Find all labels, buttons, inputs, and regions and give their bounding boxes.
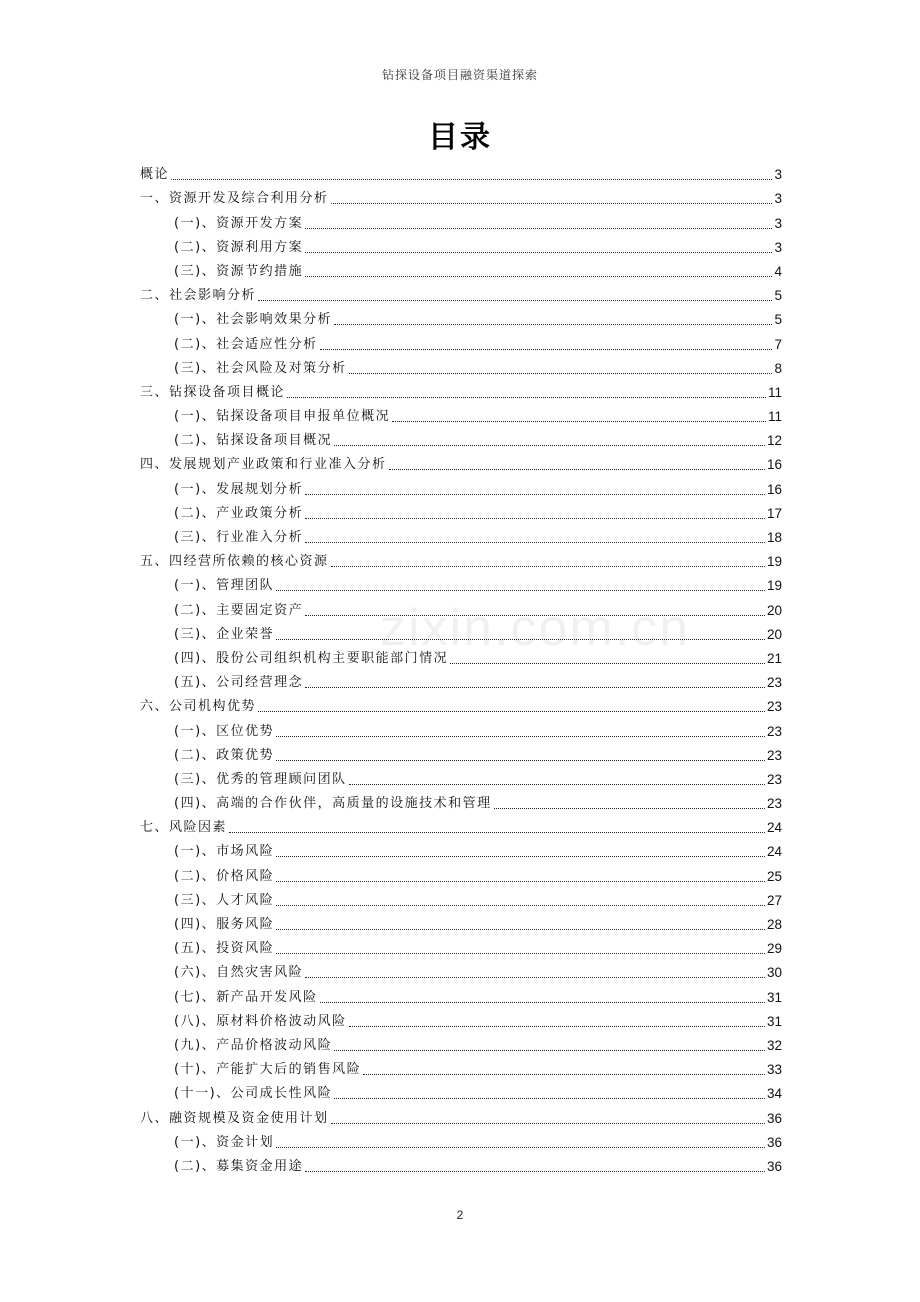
toc-entry[interactable] <box>140 524 782 548</box>
toc-dot-leader <box>276 638 765 640</box>
toc-entry-text: (十一)、公司成长性风险 <box>174 1086 333 1102</box>
toc-entry[interactable] <box>140 742 782 766</box>
toc-dot-leader <box>349 783 765 785</box>
toc-dot-leader <box>258 299 772 301</box>
toc-entry-text: 三、钻探设备项目概论 <box>140 384 286 400</box>
toc-entry[interactable] <box>140 645 782 669</box>
toc-entry-page: 3 <box>774 167 782 183</box>
toc-dot-leader <box>229 831 765 833</box>
toc-entry[interactable] <box>140 475 782 499</box>
toc-entry-text: (四)、高端的合作伙伴，高质量的设施技术和管理 <box>174 796 492 812</box>
toc-entry-page: 3 <box>774 191 782 207</box>
table-of-contents <box>140 161 782 1177</box>
toc-entry-text: 四、发展规划产业政策和行业准入分析 <box>140 457 387 473</box>
toc-entry[interactable] <box>140 887 782 911</box>
toc-dot-leader <box>287 396 766 398</box>
toc-entry-page: 23 <box>766 675 782 691</box>
toc-dot-leader <box>171 178 772 180</box>
toc-dot-leader <box>392 420 766 422</box>
toc-entry-page: 4 <box>774 263 782 279</box>
toc-dot-leader <box>276 952 765 954</box>
toc-dot-leader <box>331 202 773 204</box>
toc-dot-leader <box>305 251 772 253</box>
toc-entry-page: 36 <box>766 1110 782 1126</box>
toc-dot-leader <box>276 735 765 737</box>
watermark: zixin.com.cn <box>380 599 691 657</box>
toc-entry[interactable] <box>140 983 782 1007</box>
toc-dot-leader <box>331 565 765 567</box>
toc-entry[interactable] <box>140 1104 782 1128</box>
toc-dot-leader <box>331 1122 765 1124</box>
toc-entry[interactable] <box>140 814 782 838</box>
toc-entry[interactable] <box>140 693 782 717</box>
toc-entry[interactable] <box>140 766 782 790</box>
toc-entry-text: (三)、社会风险及对策分析 <box>174 360 347 376</box>
toc-entry-page: 31 <box>766 1013 782 1029</box>
toc-entry-page: 20 <box>766 626 782 642</box>
toc-entry[interactable] <box>140 403 782 427</box>
toc-entry[interactable] <box>140 185 782 209</box>
toc-dot-leader <box>320 348 773 350</box>
toc-entry-text: (一)、钻探设备项目申报单位概况 <box>174 409 391 425</box>
toc-entry-text: (三)、行业准入分析 <box>174 530 304 545</box>
toc-entry[interactable] <box>140 838 782 862</box>
toc-entry-text: (一)、社会影响效果分析 <box>174 312 333 328</box>
toc-dot-leader <box>334 444 765 446</box>
toc-title: 目录 <box>428 120 492 155</box>
toc-dot-leader <box>305 275 772 277</box>
toc-dot-leader <box>450 662 765 664</box>
toc-entry-page: 31 <box>766 989 782 1005</box>
toc-entry[interactable] <box>140 548 782 572</box>
toc-entry-text: (三)、人才风险 <box>174 892 275 908</box>
toc-dot-leader <box>305 686 765 688</box>
toc-entry-text: (二)、政策优势 <box>174 747 275 763</box>
toc-entry-page: 18 <box>766 530 782 545</box>
toc-dot-leader <box>305 517 765 519</box>
toc-entry-text: (二)、资源利用方案 <box>174 239 304 255</box>
toc-entry[interactable] <box>140 596 782 620</box>
toc-entry[interactable] <box>140 282 782 306</box>
toc-entry-text: 概论 <box>140 167 170 183</box>
toc-entry-page: 23 <box>766 796 782 812</box>
toc-entry-page: 24 <box>766 820 782 836</box>
toc-entry-text: 五、四经营所依赖的核心资源 <box>140 554 329 570</box>
toc-entry-text: (二)、主要固定资产 <box>174 602 304 618</box>
toc-dot-leader <box>305 493 765 495</box>
toc-entry[interactable] <box>140 355 782 379</box>
toc-dot-leader <box>276 1146 765 1148</box>
toc-entry-page: 33 <box>766 1062 782 1078</box>
toc-entry-text: (一)、管理团队 <box>174 578 275 594</box>
toc-entry-page: 11 <box>767 409 782 425</box>
toc-entry[interactable] <box>140 258 782 282</box>
toc-entry-page: 24 <box>766 844 782 860</box>
toc-entry-page: 16 <box>766 481 782 497</box>
toc-entry-text: 八、融资规模及资金使用计划 <box>140 1110 329 1126</box>
toc-entry-page: 25 <box>766 868 782 884</box>
toc-entry-page: 32 <box>766 1037 782 1053</box>
toc-entry-text: 六、公司机构优势 <box>140 699 257 715</box>
toc-dot-leader <box>276 880 765 882</box>
toc-entry[interactable] <box>140 209 782 233</box>
toc-entry[interactable] <box>140 717 782 741</box>
toc-entry[interactable] <box>140 1153 782 1177</box>
toc-entry[interactable] <box>140 1129 782 1153</box>
toc-entry[interactable] <box>140 427 782 451</box>
toc-entry-text: (二)、产业政策分析 <box>174 505 304 521</box>
toc-entry[interactable] <box>140 911 782 935</box>
toc-entry-text: (三)、优秀的管理顾问团队 <box>174 771 347 787</box>
toc-dot-leader <box>494 807 765 809</box>
toc-entry[interactable] <box>140 379 782 403</box>
toc-entry[interactable] <box>140 330 782 354</box>
toc-dot-leader <box>276 759 765 761</box>
toc-entry[interactable] <box>140 572 782 596</box>
toc-entry-text: (一)、资源开发方案 <box>174 215 304 231</box>
toc-dot-leader <box>389 468 765 470</box>
toc-dot-leader <box>334 1097 765 1099</box>
toc-entry[interactable] <box>140 621 782 645</box>
toc-entry-page: 12 <box>766 433 782 449</box>
toc-entry-text: (二)、价格风险 <box>174 868 275 884</box>
toc-dot-leader <box>276 855 765 857</box>
toc-entry-page: 3 <box>774 239 782 255</box>
toc-dot-leader <box>349 372 773 374</box>
toc-entry-page: 20 <box>766 602 782 618</box>
toc-entry-page: 28 <box>766 917 782 932</box>
toc-entry-text: (十)、产能扩大后的销售风险 <box>174 1062 362 1078</box>
toc-entry[interactable] <box>140 1008 782 1032</box>
toc-entry[interactable] <box>140 500 782 524</box>
toc-entry-page: 23 <box>766 699 782 715</box>
toc-entry-page: 16 <box>766 457 782 473</box>
toc-entry-text: (五)、投资风险 <box>174 941 275 957</box>
toc-entry-text: (一)、市场风险 <box>174 844 275 860</box>
toc-entry-page: 19 <box>766 578 782 594</box>
toc-dot-leader <box>258 710 765 712</box>
toc-entry-text: (三)、企业荣誉 <box>174 626 275 642</box>
toc-entry-text: (一)、资金计划 <box>174 1134 275 1150</box>
toc-entry-text: (七)、新产品开发风险 <box>174 989 318 1005</box>
toc-dot-leader <box>334 1049 765 1051</box>
toc-dot-leader <box>276 928 765 930</box>
toc-entry-text: (一)、发展规划分析 <box>174 481 304 497</box>
toc-dot-leader <box>305 227 772 229</box>
toc-entry[interactable] <box>140 790 782 814</box>
toc-dot-leader <box>334 323 772 325</box>
toc-entry[interactable] <box>140 1032 782 1056</box>
toc-entry-page: 29 <box>766 941 782 957</box>
running-header: 钻探设备项目融资渠道探索 <box>381 68 538 82</box>
toc-entry-text: (五)、公司经营理念 <box>174 675 304 691</box>
toc-entry-text: 二、社会影响分析 <box>140 288 257 304</box>
toc-entry-page: 23 <box>766 723 782 739</box>
toc-entry-page: 8 <box>774 360 782 376</box>
toc-entry-page: 27 <box>766 892 782 908</box>
toc-entry-page: 21 <box>766 650 782 666</box>
toc-dot-leader <box>276 589 765 591</box>
toc-entry[interactable] <box>140 306 782 330</box>
toc-entry-text: (四)、服务风险 <box>174 917 275 932</box>
toc-entry-text: (四)、股份公司组织机构主要职能部门情况 <box>174 650 449 666</box>
toc-entry-text: (一)、区位优势 <box>174 723 275 739</box>
toc-dot-leader <box>305 976 765 978</box>
toc-dot-leader <box>320 1001 765 1003</box>
toc-dot-leader <box>363 1073 765 1075</box>
toc-entry-text: 一、资源开发及综合利用分析 <box>140 191 329 207</box>
toc-entry-page: 19 <box>766 554 782 570</box>
toc-entry-page: 30 <box>766 965 782 981</box>
toc-entry[interactable] <box>140 959 782 983</box>
toc-dot-leader <box>305 614 765 616</box>
toc-entry-page: 36 <box>766 1158 782 1174</box>
toc-entry[interactable] <box>140 935 782 959</box>
toc-entry-text: (八)、原材料价格波动风险 <box>174 1013 347 1029</box>
toc-dot-leader <box>276 904 765 906</box>
toc-entry-page: 17 <box>766 505 782 521</box>
toc-entry[interactable] <box>140 862 782 886</box>
toc-entry-page: 23 <box>766 771 782 787</box>
toc-entry-text: (二)、募集资金用途 <box>174 1158 304 1174</box>
toc-entry-page: 11 <box>767 384 782 400</box>
toc-entry-page: 23 <box>766 747 782 763</box>
toc-entry-page: 3 <box>774 215 782 231</box>
toc-dot-leader <box>305 541 765 543</box>
toc-entry-text: (六)、自然灾害风险 <box>174 965 304 981</box>
toc-entry[interactable] <box>140 161 782 185</box>
toc-entry-text: 七、风险因素 <box>140 820 228 836</box>
toc-entry[interactable] <box>140 669 782 693</box>
toc-entry-text: (二)、钻探设备项目概况 <box>174 433 333 449</box>
toc-entry-text: (二)、社会适应性分析 <box>174 336 318 352</box>
toc-entry-text: (三)、资源节约措施 <box>174 263 304 279</box>
toc-dot-leader <box>305 1170 765 1172</box>
toc-entry-page: 7 <box>774 336 782 352</box>
toc-entry[interactable] <box>140 451 782 475</box>
toc-entry-page: 5 <box>774 288 782 304</box>
toc-entry-page: 34 <box>766 1086 782 1102</box>
toc-entry[interactable] <box>140 1056 782 1080</box>
toc-entry[interactable] <box>140 1080 782 1104</box>
toc-entry-page: 36 <box>766 1134 782 1150</box>
toc-entry[interactable] <box>140 234 782 258</box>
toc-dot-leader <box>349 1025 765 1027</box>
page-number: 2 <box>456 1208 464 1222</box>
toc-entry-text: (九)、产品价格波动风险 <box>174 1037 333 1053</box>
toc-entry-page: 5 <box>774 312 782 328</box>
